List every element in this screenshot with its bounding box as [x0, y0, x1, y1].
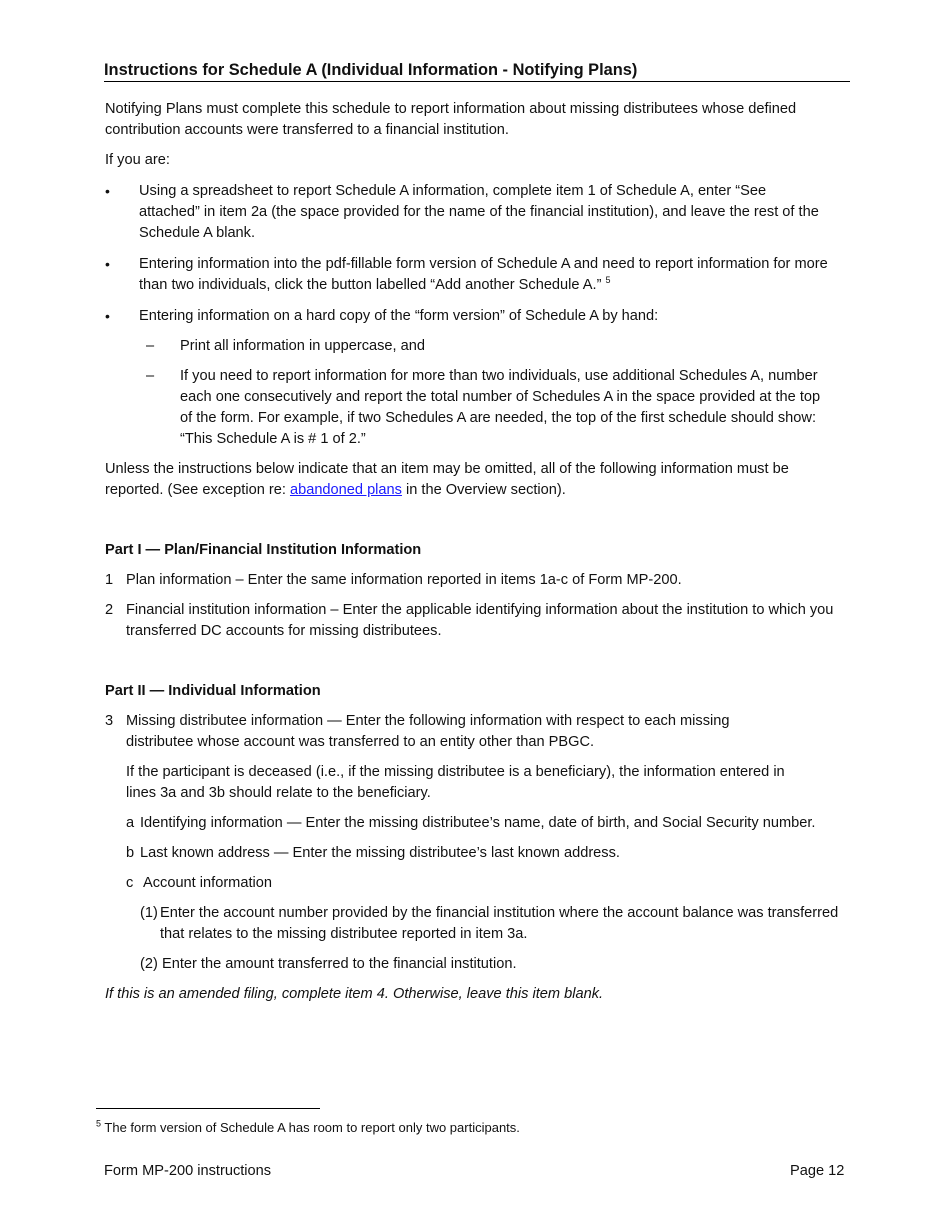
sub-item-letter: b: [126, 845, 135, 861]
dash-item-uppercase: Print all information in uppercase, and: [180, 338, 425, 354]
footnote-ref: 5: [605, 275, 611, 286]
intro-paragraph: Notifying Plans must complete this schedule to report information about missing distributees whose defined contribution accounts were transferred to a financial institution.: [105, 101, 797, 138]
abandoned-plans-link[interactable]: abandoned plans: [289, 482, 402, 498]
part-2-heading: Part II — Individual Information: [105, 683, 321, 699]
item-2-financial-institution: Financial institution information – Enter the applicable identifying information about the institution to which you transferred DC accounts for missing distributees.: [126, 602, 834, 639]
item-1-plan-information: Plan information – Enter the same information reported in items 1a-c of Form MP-200.: [126, 572, 682, 588]
footnote: [96, 1117, 520, 1138]
footnote-divider: [96, 1108, 320, 1109]
deceased-note: If the participant is deceased (i.e., if the missing distributee is a beneficiary), the information entered in lines 3a and 3b should relate to the beneficiary.: [126, 764, 785, 801]
bullet-item-hard-copy: Entering information on a hard copy of the “form version” of Schedule A by hand:: [139, 308, 659, 324]
bullet-icon: •: [105, 183, 110, 199]
sub-item-letter: c: [126, 875, 134, 891]
bullet-icon: •: [105, 256, 110, 272]
part-1-heading: Part I — Plan/Financial Institution Information: [105, 542, 422, 558]
item-3-missing-distributee: Missing distributee information — Enter the following information with respect to each missing distributee whose account was transferred to an entity other than PBGC.: [126, 713, 730, 750]
dash-item-additional-schedules: If you need to report information for more than two individuals, use additional Schedules A, number each one consecutively and report the total number of Schedules A in the space provided at the top of the form. For example, if two Schedules A are needed, the top of the first schedule should show: “This Schedule A is # 1 of 2.”: [180, 368, 821, 447]
item-number: 2: [105, 602, 114, 618]
bullet-item-pdf-fillable: [139, 254, 829, 296]
dash-marker: –: [146, 338, 155, 354]
sub-item-letter: a: [126, 815, 135, 831]
unless-paragraph: [105, 459, 805, 501]
footnote-number: 5: [96, 1118, 102, 1129]
sub-item-c-account-information: Account information: [143, 875, 272, 891]
bullet-item-pdf-fillable-text: Entering information into the pdf-fillable form version of Schedule A and need to report information for more than two individuals, click the button labelled “Add another Schedule A.”: [139, 256, 828, 293]
bullet-item-spreadsheet: Using a spreadsheet to report Schedule A information, complete item 1 of Schedule A, enter “See attached” in item 2a (the space provided for the name of the financial institution), and leave the rest of the Schedule A blank.: [139, 183, 819, 241]
sub-item-b-last-known-address: Last known address — Enter the missing distributee’s last known address.: [140, 845, 620, 861]
paren-number: (2): [140, 956, 158, 972]
item-number: 3: [105, 713, 114, 729]
unless-text-end: in the Overview section).: [401, 482, 566, 498]
bullet-icon: •: [105, 308, 110, 324]
unless-text: Unless the instructions below indicate that an item may be omitted, all of the following information must be reported. (See exception re:: [105, 461, 789, 498]
if-you-are-text: If you are:: [105, 152, 170, 168]
amended-filing-note: If this is an amended filing, complete item 4. Otherwise, leave this item blank.: [105, 986, 604, 1002]
c2-amount-transferred: Enter the amount transferred to the financial institution.: [162, 956, 517, 972]
footnote-text: The form version of Schedule A has room to report only two participants.: [104, 1120, 520, 1135]
sub-item-a-identifying-info: Identifying information — Enter the missing distributee’s name, date of birth, and Social Security number.: [140, 815, 816, 831]
item-number: 1: [105, 572, 114, 588]
c1-account-number: Enter the account number provided by the financial institution where the account balance was transferred that relates to the missing distributee reported in item 3a.: [160, 905, 839, 942]
footer-form-name: Form MP-200 instructions: [104, 1163, 272, 1179]
dash-marker: –: [146, 368, 155, 384]
paren-number: (1): [140, 905, 158, 921]
page-title: Instructions for Schedule A (Individual Information - Notifying Plans): [104, 60, 850, 82]
footer-page-number: Page 12: [790, 1163, 845, 1179]
